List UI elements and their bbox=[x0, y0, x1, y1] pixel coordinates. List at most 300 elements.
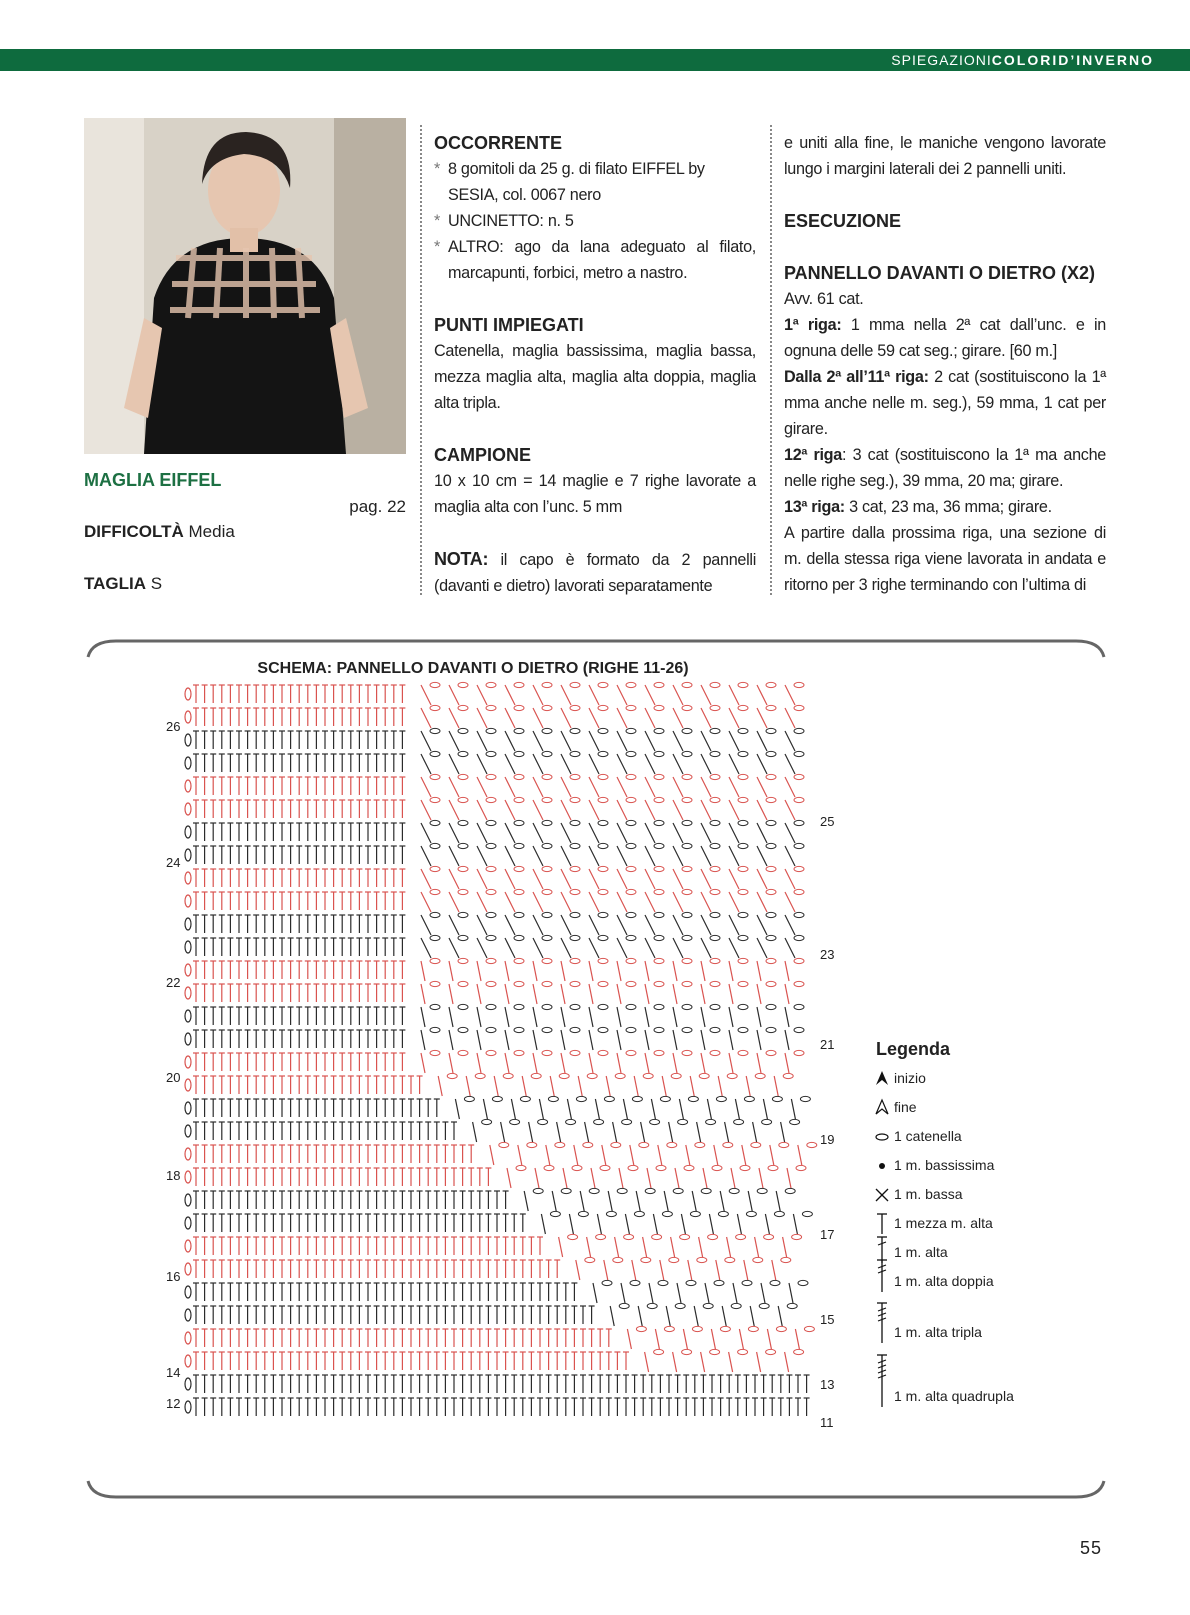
chain-stitch bbox=[766, 682, 776, 687]
tall-stitch bbox=[765, 1214, 769, 1234]
tall-stitch bbox=[421, 984, 425, 1004]
chain-stitch bbox=[570, 682, 580, 687]
chain-stitch bbox=[566, 1119, 576, 1124]
tall-stitch bbox=[727, 1237, 731, 1257]
tall-stitch bbox=[505, 754, 515, 774]
tall-stitch bbox=[477, 1007, 481, 1027]
chain-stitch bbox=[458, 774, 468, 779]
chain-stitch bbox=[600, 1165, 610, 1170]
chain-stitch bbox=[632, 1096, 642, 1101]
tall-stitch bbox=[729, 938, 739, 958]
chain-stitch bbox=[572, 1165, 582, 1170]
tall-stitch bbox=[647, 1168, 651, 1188]
chain-stitch bbox=[751, 1142, 761, 1147]
stitch-row bbox=[185, 797, 804, 820]
chain-stitch bbox=[617, 1188, 627, 1193]
tall-stitch bbox=[617, 938, 627, 958]
chain-stitch bbox=[598, 935, 608, 940]
tall-stitch bbox=[533, 938, 543, 958]
tall-stitch bbox=[744, 1260, 748, 1280]
tall-stitch bbox=[449, 800, 459, 820]
tall-stitch bbox=[505, 984, 509, 1004]
chain-stitch bbox=[654, 1027, 664, 1032]
materials-column bbox=[434, 130, 756, 599]
chain-stitch bbox=[792, 1234, 802, 1239]
chain-stitch bbox=[654, 774, 664, 779]
legend-label: 1 m. alta doppia bbox=[894, 1273, 994, 1289]
chain-stitch bbox=[542, 912, 552, 917]
chain-stitch bbox=[804, 1326, 814, 1331]
section-header-bar bbox=[0, 49, 1190, 71]
tall-stitch bbox=[729, 708, 739, 728]
row-label-right: 15 bbox=[820, 1312, 835, 1327]
tall-stitch bbox=[673, 1352, 677, 1372]
chain-stitch bbox=[710, 820, 720, 825]
chain-stitch bbox=[654, 751, 664, 756]
chain-stitch bbox=[185, 1033, 191, 1045]
nota-text: NOTA: il capo è formato da 2 pannelli (davanti e dietro) lavorati separatamente bbox=[434, 549, 757, 595]
chain-stitch bbox=[486, 1004, 496, 1009]
tall-stitch bbox=[791, 1099, 795, 1119]
tall-stitch bbox=[638, 1306, 642, 1326]
chain-stitch bbox=[568, 1234, 578, 1239]
chain-stitch bbox=[619, 1303, 629, 1308]
tall-stitch bbox=[421, 846, 431, 866]
tall-stitch bbox=[561, 846, 571, 866]
chain-stitch bbox=[766, 958, 776, 963]
chain-stitch bbox=[766, 705, 776, 710]
tall-stitch bbox=[673, 984, 677, 1004]
chain-stitch bbox=[654, 866, 664, 871]
tall-stitch bbox=[770, 1145, 774, 1165]
tall-stitch bbox=[701, 984, 705, 1004]
row-label-right: 23 bbox=[820, 947, 835, 962]
difficulty: DIFFICOLTÀ Media bbox=[84, 522, 235, 541]
stitch-grid bbox=[185, 682, 817, 1416]
tall-stitch bbox=[591, 1168, 595, 1188]
chain-stitch bbox=[710, 797, 720, 802]
chain-stitch bbox=[701, 1188, 711, 1193]
chain-stitch bbox=[185, 757, 191, 769]
chain-stitch bbox=[654, 682, 664, 687]
chain-stitch bbox=[185, 987, 191, 999]
tall-stitch bbox=[505, 846, 515, 866]
tall-stitch bbox=[785, 915, 795, 935]
chain-stitch bbox=[570, 1027, 580, 1032]
chain-stitch bbox=[555, 1142, 565, 1147]
tall-stitch bbox=[589, 938, 599, 958]
tall-stitch bbox=[729, 915, 739, 935]
tall-stitch bbox=[701, 1007, 705, 1027]
tall-stitch bbox=[477, 800, 487, 820]
chain-stitch bbox=[185, 1240, 191, 1252]
tall-stitch bbox=[666, 1306, 670, 1326]
chain-stitch bbox=[486, 751, 496, 756]
tall-stitch bbox=[731, 1168, 735, 1188]
tall-stitch bbox=[507, 1168, 511, 1188]
chain-stitch bbox=[802, 1211, 812, 1216]
chain-stitch bbox=[458, 958, 468, 963]
tall-stitch bbox=[651, 1099, 655, 1119]
row-label-left: 14 bbox=[166, 1365, 181, 1380]
chain-stitch bbox=[738, 1004, 748, 1009]
tall-stitch bbox=[645, 984, 649, 1004]
tall-stitch bbox=[697, 1122, 701, 1142]
tall-stitch bbox=[617, 1007, 621, 1027]
tall-stitch bbox=[763, 1099, 767, 1119]
chain-stitch bbox=[514, 682, 524, 687]
chain-stitch bbox=[542, 843, 552, 848]
stitch-row bbox=[185, 1349, 804, 1372]
tall-stitch bbox=[533, 846, 543, 866]
chain-stitch bbox=[602, 1280, 612, 1285]
chain-stitch bbox=[185, 1102, 191, 1114]
tall-stitch bbox=[505, 869, 515, 889]
tall-stitch bbox=[449, 777, 459, 797]
chain-stitch bbox=[738, 774, 748, 779]
tall-stitch bbox=[589, 846, 599, 866]
chain-stitch bbox=[576, 1096, 586, 1101]
tall-stitch bbox=[701, 708, 711, 728]
tall-stitch bbox=[617, 846, 627, 866]
legend bbox=[876, 1039, 1014, 1407]
tall-stitch bbox=[561, 892, 571, 912]
tall-stitch bbox=[673, 1053, 677, 1073]
chain-stitch bbox=[514, 843, 524, 848]
chain-stitch bbox=[662, 1211, 672, 1216]
chain-stitch bbox=[482, 1119, 492, 1124]
chain-stitch bbox=[630, 1280, 640, 1285]
chain-stitch bbox=[645, 1188, 655, 1193]
tall-stitch bbox=[645, 892, 655, 912]
tall-stitch bbox=[589, 1053, 593, 1073]
tall-stitch bbox=[795, 1329, 799, 1349]
tall-stitch bbox=[421, 938, 431, 958]
chain-stitch bbox=[738, 728, 748, 733]
tall-stitch bbox=[683, 1329, 687, 1349]
tall-stitch bbox=[490, 1145, 494, 1165]
tall-stitch bbox=[673, 754, 683, 774]
tall-stitch bbox=[477, 823, 487, 843]
chain-stitch bbox=[682, 981, 692, 986]
tall-stitch bbox=[505, 685, 515, 705]
chain-stitch bbox=[710, 912, 720, 917]
row-label-left: 24 bbox=[166, 855, 181, 870]
chain-stitch bbox=[690, 1211, 700, 1216]
row-labels bbox=[166, 719, 834, 1430]
chain-stitch bbox=[527, 1142, 537, 1147]
tall-stitch bbox=[757, 754, 767, 774]
tall-stitch bbox=[673, 869, 683, 889]
chain-stitch bbox=[430, 912, 440, 917]
chain-stitch bbox=[738, 797, 748, 802]
tall-stitch bbox=[617, 961, 621, 981]
tall-stitch bbox=[602, 1145, 606, 1165]
chain-stitch bbox=[636, 1326, 646, 1331]
chain-stitch bbox=[430, 889, 440, 894]
chain-stitch bbox=[570, 1004, 580, 1009]
tall-stitch bbox=[645, 1030, 649, 1050]
frame-top-border bbox=[88, 641, 1104, 657]
chain-stitch bbox=[710, 843, 720, 848]
row-label-left: 16 bbox=[166, 1269, 181, 1284]
chain-stitch bbox=[430, 682, 440, 687]
chain-stitch bbox=[589, 1188, 599, 1193]
chain-stitch bbox=[510, 1119, 520, 1124]
chain-stitch bbox=[542, 820, 552, 825]
tall-stitch bbox=[606, 1076, 610, 1096]
chain-stitch bbox=[766, 728, 776, 733]
tall-stitch bbox=[694, 1306, 698, 1326]
tall-stitch bbox=[561, 1030, 565, 1050]
chain-stitch bbox=[516, 1165, 526, 1170]
tall-stitch bbox=[701, 1053, 705, 1073]
chain-stitch bbox=[710, 958, 720, 963]
chain-stitch bbox=[781, 1257, 791, 1262]
tall-stitch bbox=[729, 846, 739, 866]
chain-stitch bbox=[185, 826, 191, 838]
tall-stitch bbox=[729, 754, 739, 774]
tall-stitch bbox=[529, 1122, 533, 1142]
chain-stitch bbox=[514, 705, 524, 710]
chain-stitch bbox=[514, 981, 524, 986]
tall-stitch bbox=[477, 685, 487, 705]
chain-stitch bbox=[647, 1303, 657, 1308]
tall-stitch bbox=[660, 1260, 664, 1280]
chain-stitch bbox=[766, 1004, 776, 1009]
chain-stitch bbox=[682, 1349, 692, 1354]
tall-stitch bbox=[645, 731, 655, 751]
tall-stitch bbox=[645, 915, 655, 935]
tall-stitch bbox=[539, 1099, 543, 1119]
chain-stitch bbox=[185, 1217, 191, 1229]
chain-stitch bbox=[772, 1096, 782, 1101]
tall-stitch bbox=[755, 1237, 759, 1257]
chain-stitch bbox=[598, 682, 608, 687]
stitch-row bbox=[185, 774, 804, 797]
tall-stitch bbox=[785, 685, 795, 705]
chain-stitch bbox=[598, 774, 608, 779]
punti-text: Catenella, maglia bassissima, maglia bassa, mezza maglia alta, maglia alta doppia, maglia alta tripla. bbox=[434, 342, 756, 412]
chain-stitch bbox=[486, 705, 496, 710]
tall-stitch bbox=[645, 1007, 649, 1027]
tall-stitch bbox=[483, 1099, 487, 1119]
chain-stitch bbox=[544, 1165, 554, 1170]
chain-stitch bbox=[628, 1165, 638, 1170]
row-label-right: 13 bbox=[820, 1377, 835, 1392]
tall-stitch bbox=[615, 1237, 619, 1257]
tall-stitch bbox=[699, 1237, 703, 1257]
row-12-instruction: 12ª riga: 3 cat (sostituiscono la 1ª ma anche nelle righe seg.), 39 mma, 20 ma; girare. bbox=[784, 446, 1106, 490]
tall-stitch bbox=[535, 1168, 539, 1188]
tall-stitch bbox=[739, 1329, 743, 1349]
chain-stitch bbox=[626, 728, 636, 733]
chain-stitch bbox=[458, 866, 468, 871]
chain-stitch bbox=[639, 1142, 649, 1147]
tall-stitch bbox=[673, 777, 683, 797]
tall-stitch bbox=[729, 777, 739, 797]
tall-stitch bbox=[563, 1168, 567, 1188]
chain-stitch bbox=[486, 912, 496, 917]
tall-stitch bbox=[753, 1122, 757, 1142]
tall-stitch bbox=[729, 800, 739, 820]
chain-stitch bbox=[458, 1050, 468, 1055]
tall-stitch bbox=[505, 892, 515, 912]
stitch-row bbox=[185, 1257, 791, 1280]
chain-stitch bbox=[626, 774, 636, 779]
chain-stitch bbox=[654, 912, 664, 917]
row-label-right: 21 bbox=[820, 1037, 835, 1052]
chain-stitch bbox=[725, 1257, 735, 1262]
chain-stitch bbox=[596, 1234, 606, 1239]
legend-label: fine bbox=[894, 1099, 917, 1115]
chain-stitch bbox=[486, 797, 496, 802]
chain-stitch bbox=[514, 797, 524, 802]
tall-stitch bbox=[757, 915, 767, 935]
chain-stitch bbox=[738, 820, 748, 825]
tall-stitch bbox=[709, 1214, 713, 1234]
chain-stitch bbox=[656, 1165, 666, 1170]
row-label-right: 17 bbox=[820, 1227, 835, 1242]
tall-stitch bbox=[505, 915, 515, 935]
tall-stitch bbox=[610, 1306, 614, 1326]
dot-icon bbox=[879, 1163, 885, 1169]
tall-stitch bbox=[787, 1168, 791, 1188]
tall-stitch bbox=[505, 938, 515, 958]
continue-text: A partire dalla prossima riga, una sezione di m. della stessa riga viene lavorata in andata e ritorno per 3 righe terminando con l’ultima di bbox=[784, 524, 1106, 594]
chain-stitch bbox=[559, 1073, 569, 1078]
chain-stitch bbox=[458, 1027, 468, 1032]
tall-stitch bbox=[505, 777, 515, 797]
chain-stitch bbox=[430, 1027, 440, 1032]
chain-stitch bbox=[706, 1119, 716, 1124]
tall-stitch bbox=[561, 754, 571, 774]
tall-stitch bbox=[701, 869, 711, 889]
tall-stitch bbox=[421, 731, 431, 751]
chain-stitch bbox=[738, 1027, 748, 1032]
avv-text: Avv. 61 cat. bbox=[784, 290, 864, 308]
chain-stitch bbox=[458, 912, 468, 917]
stitch-row bbox=[185, 866, 804, 889]
chain-stitch bbox=[783, 1073, 793, 1078]
chain-stitch bbox=[710, 774, 720, 779]
tall-stitch bbox=[505, 961, 509, 981]
chain-stitch bbox=[570, 843, 580, 848]
chain-stitch bbox=[185, 1056, 191, 1068]
tall-stitch bbox=[477, 1030, 481, 1050]
tall-stitch bbox=[449, 1053, 453, 1073]
legend-label: 1 m. bassa bbox=[894, 1186, 963, 1202]
chain-stitch bbox=[626, 912, 636, 917]
chain-stitch bbox=[757, 1188, 767, 1193]
row-label-right: 25 bbox=[820, 814, 835, 829]
tall-stitch bbox=[494, 1076, 498, 1096]
chain-stitch bbox=[671, 1073, 681, 1078]
chain-stitch bbox=[486, 843, 496, 848]
chain-stitch bbox=[766, 820, 776, 825]
tall-stitch bbox=[737, 1214, 741, 1234]
tall-stitch bbox=[679, 1099, 683, 1119]
tall-stitch bbox=[561, 1007, 565, 1027]
tall-stitch bbox=[617, 915, 627, 935]
chain-stitch bbox=[185, 1010, 191, 1022]
chain-stitch bbox=[669, 1257, 679, 1262]
tall-stitch bbox=[449, 961, 453, 981]
chain-stitch bbox=[458, 797, 468, 802]
chain-stitch bbox=[486, 774, 496, 779]
chain-stitch bbox=[626, 958, 636, 963]
chain-stitch bbox=[738, 751, 748, 756]
tall-stitch bbox=[725, 1122, 729, 1142]
chain-stitch bbox=[570, 889, 580, 894]
chain-stitch bbox=[185, 711, 191, 723]
tall-stitch bbox=[746, 1076, 750, 1096]
chain-stitch bbox=[794, 751, 804, 756]
chain-stitch bbox=[185, 964, 191, 976]
chain-stitch bbox=[762, 1119, 772, 1124]
stitch-row bbox=[185, 843, 804, 866]
tall-stitch bbox=[729, 1053, 733, 1073]
chain-stitch bbox=[430, 728, 440, 733]
chain-stitch bbox=[738, 705, 748, 710]
chain-stitch bbox=[675, 1303, 685, 1308]
tall-stitch bbox=[673, 846, 683, 866]
tall-stitch bbox=[785, 892, 795, 912]
chain-stitch bbox=[680, 1234, 690, 1239]
tall-stitch bbox=[701, 915, 711, 935]
tall-stitch bbox=[505, 708, 515, 728]
chain-stitch bbox=[583, 1142, 593, 1147]
tall-stitch bbox=[533, 869, 543, 889]
chain-stitch bbox=[759, 1303, 769, 1308]
punti-heading: PUNTI IMPIEGATI bbox=[434, 315, 584, 335]
tall-stitch bbox=[449, 731, 459, 751]
tall-stitch bbox=[617, 984, 621, 1004]
chain-stitch bbox=[550, 1211, 560, 1216]
stitch-row bbox=[185, 1375, 810, 1393]
chain-stitch bbox=[430, 981, 440, 986]
chain-stitch bbox=[185, 780, 191, 792]
tall-stitch bbox=[785, 846, 795, 866]
tall-stitch bbox=[455, 1099, 459, 1119]
tall-stitch bbox=[729, 869, 739, 889]
chain-stitch bbox=[598, 889, 608, 894]
chain-stitch bbox=[486, 728, 496, 733]
chain-stitch bbox=[598, 1027, 608, 1032]
tall-stitch bbox=[546, 1145, 550, 1165]
row-label-left: 26 bbox=[166, 719, 181, 734]
stitch-row bbox=[185, 1234, 802, 1257]
chain-stitch bbox=[570, 912, 580, 917]
tall-stitch bbox=[589, 777, 599, 797]
tall-stitch bbox=[636, 1191, 640, 1211]
chain-stitch bbox=[710, 682, 720, 687]
chain-stitch bbox=[738, 912, 748, 917]
chain-stitch bbox=[682, 774, 692, 779]
tall-stitch bbox=[625, 1214, 629, 1234]
pannello-heading: PANNELLO DAVANTI O DIETRO (X2) bbox=[784, 263, 1096, 283]
tall-stitch bbox=[627, 1329, 631, 1349]
chain-stitch bbox=[766, 751, 776, 756]
chain-stitch bbox=[714, 1280, 724, 1285]
chain-stitch bbox=[598, 728, 608, 733]
tall-stitch bbox=[645, 869, 655, 889]
chain-stitch bbox=[486, 958, 496, 963]
chain-stitch bbox=[430, 705, 440, 710]
tall-stitch bbox=[757, 1030, 761, 1050]
chain-stitch bbox=[598, 843, 608, 848]
chain-stitch bbox=[794, 774, 804, 779]
